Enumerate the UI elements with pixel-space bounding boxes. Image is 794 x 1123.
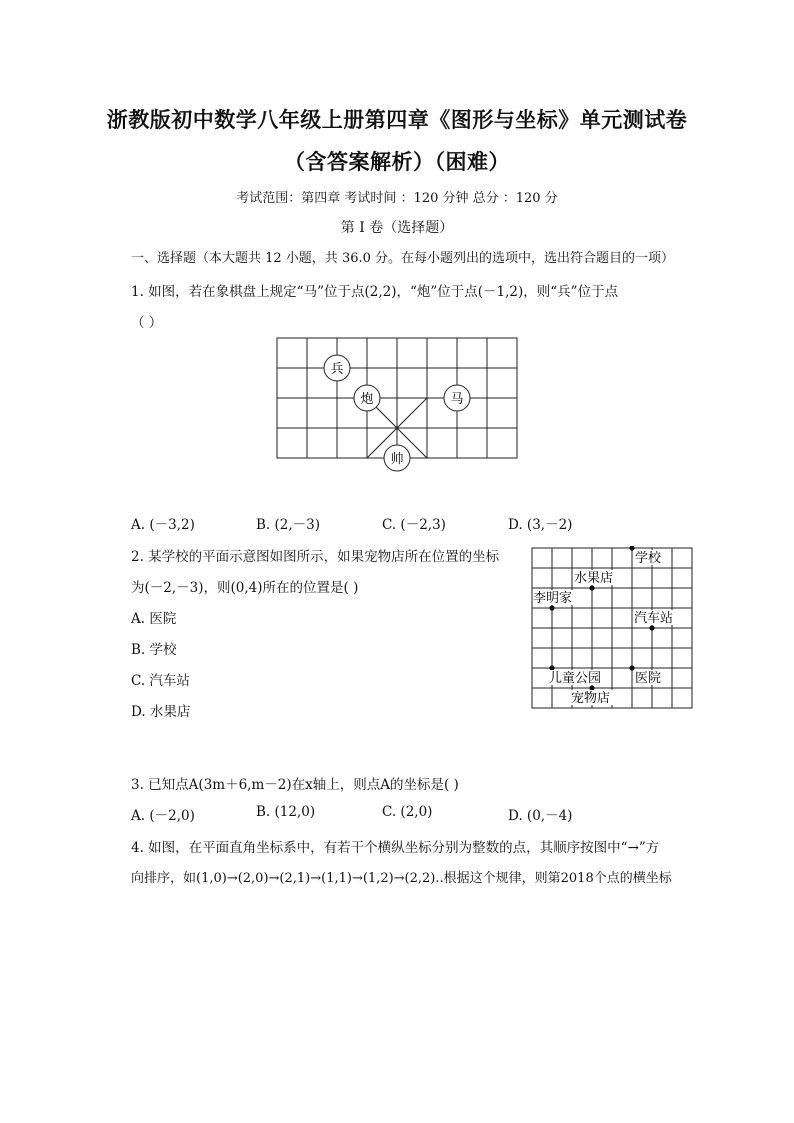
q1-option-d: D. (3,－2): [508, 517, 573, 533]
section-title: 第 I 卷（选择题）: [340, 220, 454, 236]
q3-option-d: D. (0,－4): [508, 808, 573, 824]
q4-stem-line2: 向排序，如(1,0)→(2,0)→(2,1)→(1,1)→(1,2)→(2,2)..根据这个规律，则第2018个点的横坐标: [131, 871, 672, 886]
label-hospital: 医院: [635, 671, 662, 686]
piece-bing: [324, 355, 350, 381]
title-line-1: 浙教版初中数学八年级上册第四章《图形与坐标》单元测试卷: [106, 107, 688, 132]
q1-option-b: B. (2,－3): [256, 517, 321, 533]
point-bus-station: [649, 625, 654, 630]
q2-option-a: A. 医院: [131, 611, 177, 627]
q1-option-c: C. (－2,3): [382, 517, 446, 533]
label-fruit-shop: 水果店: [574, 571, 614, 586]
label-li-home: 李明家: [533, 591, 573, 606]
part-one-heading: 一、选择题（本大题共 12 小题，共 36.0 分。在每小题列出的选项中，选出符合题目的一项）: [131, 251, 675, 266]
q3-option-c: C. (2,0): [382, 804, 433, 820]
chess-board-grid: [277, 338, 517, 458]
q2-stem-line1: 2. 某学校的平面示意图如图所示，如果宠物店所在位置的坐标: [131, 549, 500, 565]
piece-shuai-label: 帅: [390, 452, 404, 467]
q2-option-d: D. 水果店: [131, 704, 191, 720]
label-bus-station: 汽车站: [634, 611, 674, 626]
q1-stem-line1: 1. 如图，若在象棋盘上规定“马”位于点(2,2)，“炮”位于点(－1,2)，则“兵”位于点: [131, 284, 619, 300]
exam-meta: 考试范围：第四章 考试时间 ：120 分钟 总分 ：120 分: [236, 191, 558, 206]
q3-option-a: A. (－2,0): [131, 808, 195, 824]
piece-pao: [354, 385, 380, 411]
q3-option-b: B. (12,0): [256, 804, 316, 820]
q1-stem-line2: （ ）: [131, 315, 163, 331]
q1-option-a: A. (－3,2): [131, 517, 195, 533]
point-fruit-shop: [589, 585, 594, 590]
label-pet-shop: 宠物店: [571, 691, 611, 706]
point-children-park: [549, 665, 554, 670]
label-school: 学校: [635, 551, 662, 566]
point-li-home: [549, 605, 554, 610]
q2-option-b: B. 学校: [131, 642, 177, 658]
q2-stem-line2: 为(－2,－3)，则(0,4)所在的位置是( ): [131, 580, 359, 596]
piece-ma: [444, 385, 470, 411]
piece-bing-label: 兵: [330, 362, 344, 377]
point-school: [629, 546, 634, 551]
q3-stem: 3. 已知点A(3m＋6,m－2)在x轴上，则点A的坐标是( ): [131, 777, 459, 793]
q2-option-c: C. 汽车站: [131, 673, 190, 689]
point-hospital: [629, 665, 634, 670]
label-children-park: 儿童公园: [549, 671, 602, 686]
piece-shuai: [384, 445, 410, 471]
chess-board-figure: [276, 337, 520, 473]
school-map-figure: [530, 546, 693, 709]
piece-pao-label: 炮: [360, 392, 374, 407]
point-pet-shop: [589, 685, 594, 690]
title-line-2: （含答案解析）（困难）: [284, 149, 510, 174]
q4-stem-line1: 4. 如图，在平面直角坐标系中，有若干个横纵坐标分别为整数的点，其顺序按图中“→”方: [131, 840, 660, 856]
piece-ma-label: 马: [450, 392, 464, 407]
